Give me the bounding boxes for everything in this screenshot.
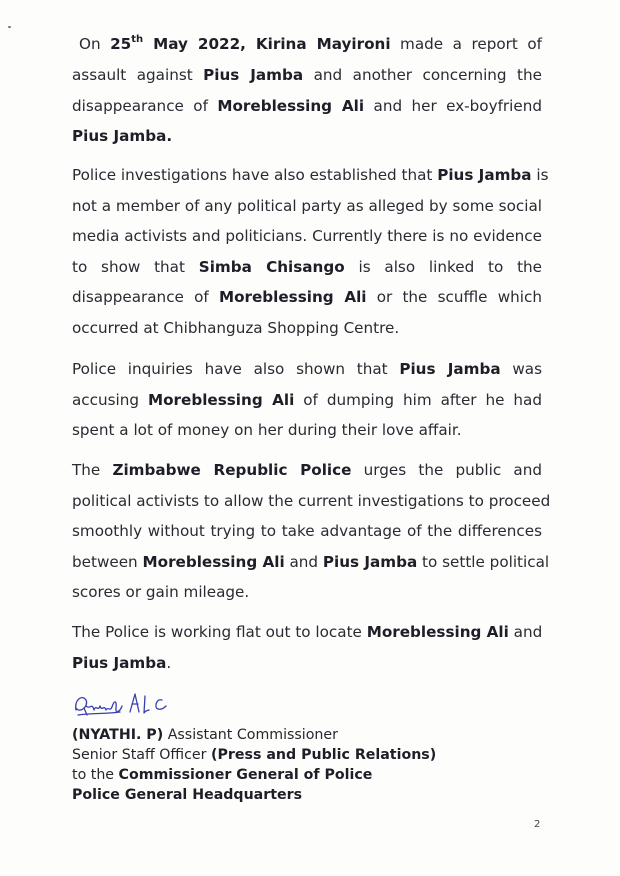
text-line: not a member of any political party as alleged by some social [72,196,542,215]
text-line: scores or gain mileage. [72,583,250,602]
signatory-office: to the Commissioner General of Police [72,767,373,783]
text-line: political activists to allow the current investigations to proceed [72,491,551,510]
signature-block [72,725,436,805]
scan-speck [8,26,11,28]
text-line: accusing Moreblessing Ali of dumping him after he had [72,390,543,409]
paragraph-report-cont [72,60,542,152]
text-line: Pius Jamba. [72,127,173,146]
paragraph-inquiries [72,354,542,446]
text-line: smoothly without trying to take advantage of the differences [72,522,542,541]
text-line: Police investigations have also established that Pius Jamba is [72,166,549,184]
paragraph-investigations [72,160,549,344]
text-line: spent a lot of money on her during their love affair. [72,421,462,440]
text-line: Pius Jamba. [72,653,172,672]
handwritten-signature [72,688,182,728]
signatory-headquarters: Police General Headquarters [72,787,303,803]
signatory-name-title: (NYATHI. P) Assistant Commissioner [72,727,338,743]
signatory-role: Senior Staff Officer (Press and Public Relations) [72,747,437,763]
text-line: disappearance of Moreblessing Ali or the scuffle which [72,288,542,307]
paragraph-appeal [72,455,551,608]
text-line: The Zimbabwe Republic Police urges the public and [72,461,542,479]
text-line: media activists and politicians. Currently there is no evidence [72,227,542,246]
text-line: to show that Simba Chisango is also linked to the [72,257,542,276]
paragraph-locate [72,617,542,678]
text-line: assault against Pius Jamba and another concerning the [72,66,542,84]
text-line: On 25th May 2022, Kirina Mayironi made a report of [79,34,542,53]
text-line: occurred at Chibhanguza Shopping Centre. [72,318,400,337]
text-line: Police inquiries have also shown that Pius Jamba was [72,360,542,378]
paragraph-report [79,29,542,60]
text-line: disappearance of Moreblessing Ali and her ex-boyfriend [72,96,543,115]
text-line: The Police is working flat out to locate Moreblessing Ali and [72,623,543,641]
page-number: 2 [534,819,541,830]
text-line: between Moreblessing Ali and Pius Jamba to settle political [72,552,550,571]
